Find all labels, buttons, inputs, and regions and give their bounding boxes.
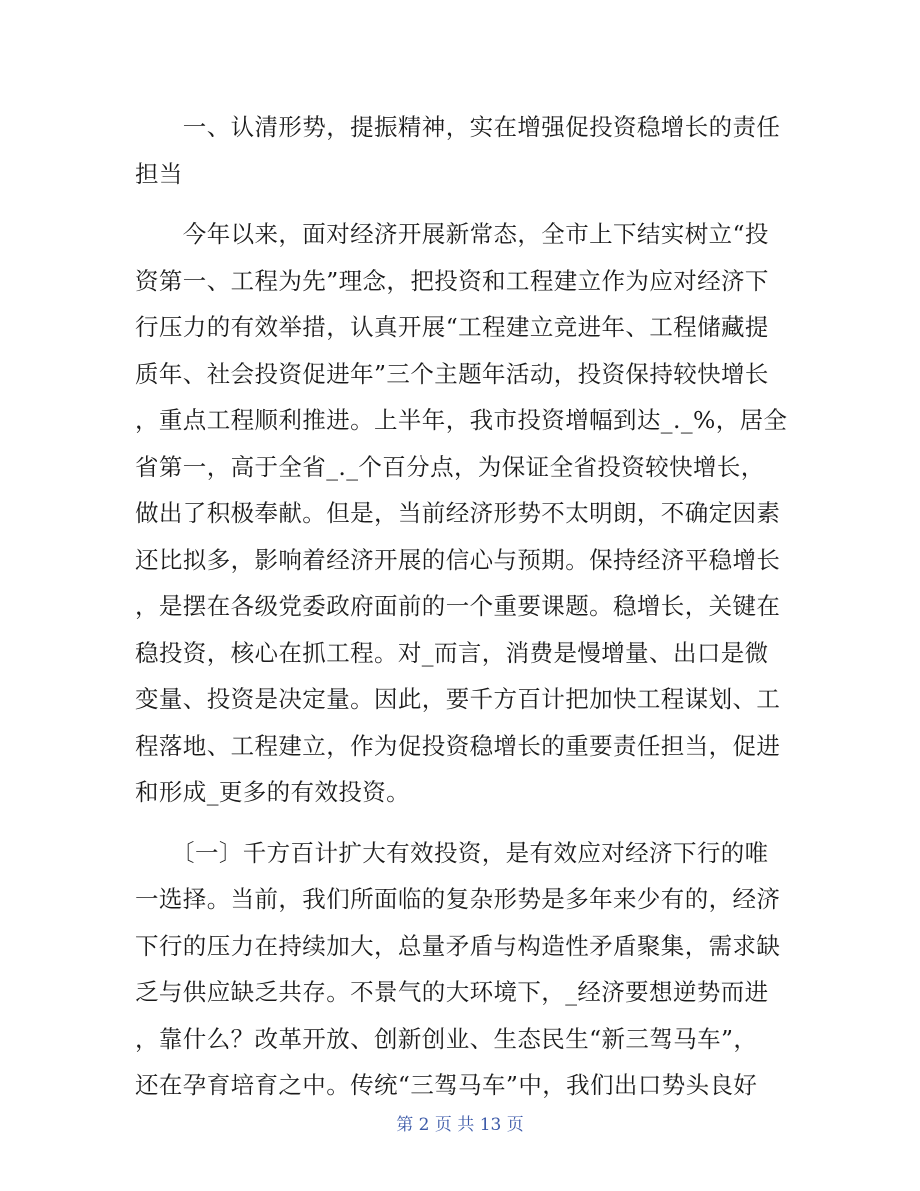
page-number-label: 第 2 页 共 13 页 [396, 1115, 524, 1135]
page-footer [0, 1110, 920, 1135]
text-line: 程落地、工程建立，作为促投资稳增长的重要责任担当，促进 [135, 731, 781, 760]
text-line: 行压力的有效举措，认真开展“工程建立竞进年、工程储藏提 [135, 313, 769, 341]
text-line: 变量、投资是决定量。因此，要千方百计把加快工程谋划、工 [135, 685, 781, 713]
paragraph-gap [135, 816, 785, 830]
heading-line: 一、认清形势，提振精神，实在增强促投资稳增长的责任 [135, 113, 781, 141]
text-line: 今年以来，面对经济开展新常态，全市上下结实树立“投 [135, 220, 769, 248]
document-body [135, 104, 788, 1109]
text-line: 质年、社会投资促进年”三个主题年活动，投资保持较快增长 [135, 359, 769, 388]
text-line: 下行的压力在持续加大，总量矛盾与构造性矛盾聚集，需求缺 [135, 931, 781, 960]
text-line: 还比拟多，影响着经济开展的信心与预期。保持经济平稳增长 [135, 545, 781, 574]
text-line: ，是摆在各级党委政府面前的一个重要课题。稳增长，关键在 [135, 592, 781, 620]
text-line: 一选择。当前，我们所面临的复杂形势是多年来少有的，经济 [135, 885, 781, 913]
text-line: 稳投资，核心在抓工程。对_而言，消费是慢增量、出口是微 [135, 638, 769, 667]
text-line: 资第一、工程为先”理念，把投资和工程建立作为应对经济下 [135, 266, 769, 295]
text-line: 和形成_更多的有效投资。 [135, 778, 411, 806]
section-heading [135, 104, 785, 197]
paragraph-1 [135, 211, 788, 816]
text-line: 做出了积极奉献。但是，当前经济形势不太明朗，不确定因素 [135, 499, 781, 527]
text-line: 乏与供应缺乏共存。不景气的大环境下，_经济要想逆势而进 [135, 978, 769, 1006]
paragraph-2 [135, 830, 785, 1109]
text-line: 省第一，高于全省_._个百分点，为保证全省投资较快增长， [135, 452, 765, 481]
text-line: ，靠什么？改革开放、创新创业、生态民生“新三驾马车”， [135, 1024, 758, 1053]
paragraph-gap [135, 197, 785, 211]
text-line: ，重点工程顺利推进。上半年，我市投资增幅到达_._%，居全 [135, 406, 788, 434]
heading-line: 担当 [135, 159, 183, 188]
text-line: 还在孕育培育之中。传统“三驾马车”中，我们出口势头良好 [135, 1071, 758, 1099]
text-line: 〔一〕千方百计扩大有效投资，是有效应对经济下行的唯 [135, 838, 769, 867]
